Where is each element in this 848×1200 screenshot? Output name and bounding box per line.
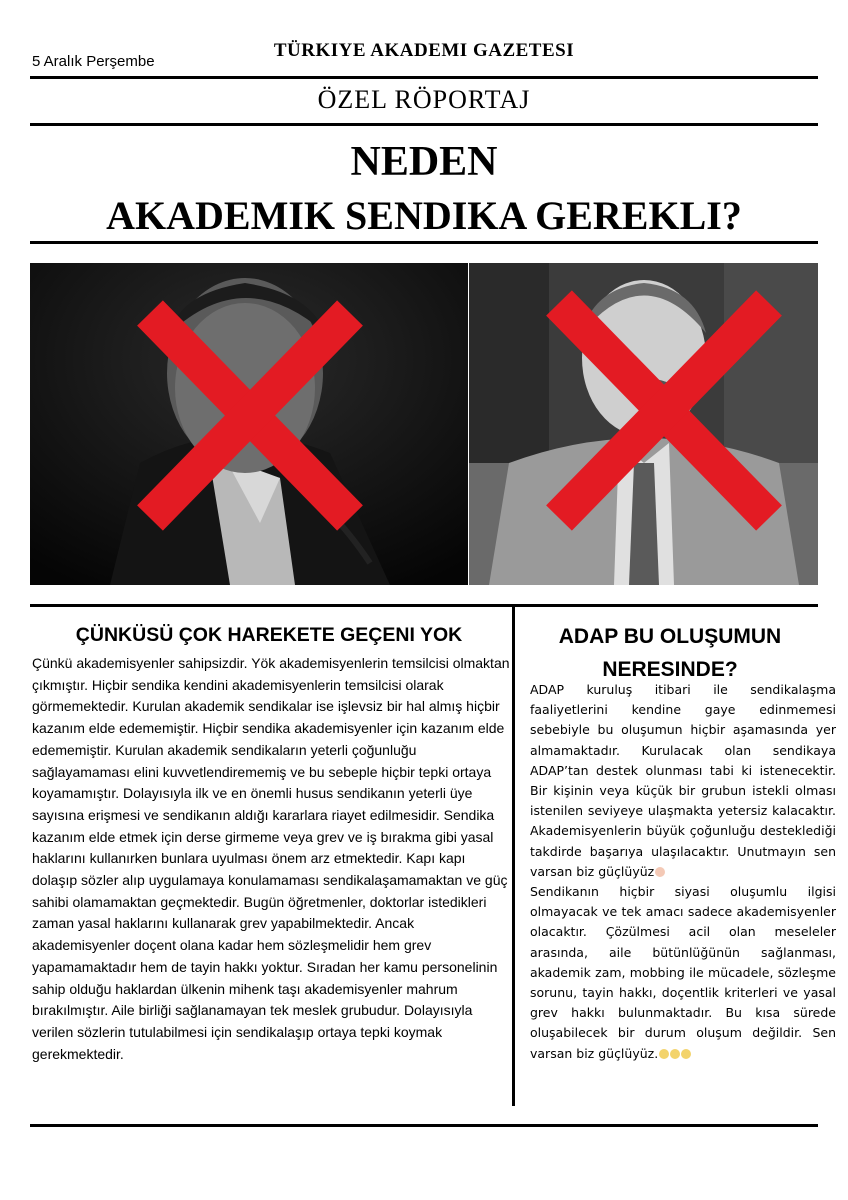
left-article-body: Çünkü akademisyenler sahipsizdir. Yök akademisyenlerin temsilcisi olmaktan çıkmıştır. Hiçbir sendika kendini akademisyenlerin temsilcisi olarak görmemektedir. Kurulan akademik sendikalar ise işlevsiz bir hal almış hiçbir kazanım elde edememiştir. Hiçbir sendika akademisyenler için kazanım elde edememiştir. Kurulan akademik sendikaların yeterli çoğunluğu sağlayamaması elini kuvvetlendirememiş ve bu sebeple hiçbir tepki ortaya koyamamıştır. Dolayısıyla ilk ve en önemli husus sendikanın yeterli üye sayısına erişmesi ve sendikanın aldığı kararlara riayet edilmesidir. Sendika kazanım elde etmek için derse girmeme veya grev ve iş bırakma gibi yasal haklarını kullanırken bunlara uyulması önem arz etmektedir. Kapı kapı dolaşıp sözler alıp uygulamaya konulamaması sendikalaşamamaktan ve güç sahibi olamamaktan geçmektedir. Bugün öğretmenler, doktorlar istedikleri zaman yasal haklarını kullanarak grev yapabilmektedir. Ancak akademisyenler doçent olana kadar hem sözleşmelidir hem grev yapamamaktadır hem de tayin hakkı yoktur. Sıradan her kamu personelinin sahip olduğu haklardan ülkenin mihenk taşı akademisyenler mahrum bırakılmıştır. Aile birliği sağlanamayan tek meslek grubudur. Dolayısıyla verilen sözlerin tutulabilmesi için sendikalaşıp ortaya tepki koymak gerekmektedir. [32,655,510,1062]
right-paragraph-1-text: ADAP kuruluş itibari ile sendikalaşma faaliyetlerini kendine gaye edinmemesi sebebiyle bu oluşumun hiçbir aşamasında yer almamaktadır. Kurulacak olan sendikaya ADAP’tan destek olunması tabi ki istenecektir. Bir kişinin veya küçük bir grubun istekli olması istenilen seviyeye ulaşmakta yetersiz kalacaktır. Akademisyenlerin büyük çoğunluğu desteklediği takdirde başarıya ulaşılacaktır. Unutmayın sen varsan biz güçlüyüz [530,682,836,879]
article-rule-top [30,604,818,607]
headline-rule [30,241,818,244]
section-title: ÖZEL RÖPORTAJ [317,85,531,114]
header-rule-bottom [30,123,818,126]
right-paragraph-2-text: Sendikanın hiçbir siyasi oluşumlu ilgisi olmayacak ve tek amacı sadece akademisyenler olacaktır. Çözülmesi acil olan meseleler arasında, aile bütünlüğünün sağlanması, akademik zam, mobbing ile mücadele, sözleşme sorunu, tayin hakkı, doçentlik kriterleri ve yasal grev hakkı bulunmaktadır. Bu kısa sürede oluşabilecek bir durum oluşum değildir. Sen varsan biz güçlüyüz. [530,884,836,1061]
left-portrait-photo [30,263,468,585]
right-article-paragraph-1 [530,680,836,882]
photo-strip [30,263,818,585]
fist-emoji-icon [655,867,665,877]
right-article-paragraph-2 [530,882,836,1064]
right-article-body [530,680,836,1064]
column-divider [512,606,515,1106]
newspaper-name: TÜRKIYE AKADEMI GAZETESI [273,40,575,61]
fist-emoji-icon [670,1049,680,1059]
right-portrait-photo [469,263,818,585]
headline-line-2: AKADEMIK SENDIKA GEREKLI? [106,193,742,238]
right-heading-line-2: NERESINDE? [602,658,738,681]
right-article-heading [522,620,818,686]
fist-emoji-icon [681,1049,691,1059]
page-bottom-rule [30,1124,818,1127]
headline-line-1: NEDEN [350,139,498,185]
issue-date: 5 Aralık Perşembe [32,53,155,70]
fist-emoji-icon [659,1049,669,1059]
right-heading-line-1: ADAP BU OLUŞUMUN [558,625,782,648]
left-article-heading: ÇÜNKÜSÜ ÇOK HAREKETE GEÇENI YOK [75,624,463,646]
header-rule-top [30,76,818,79]
